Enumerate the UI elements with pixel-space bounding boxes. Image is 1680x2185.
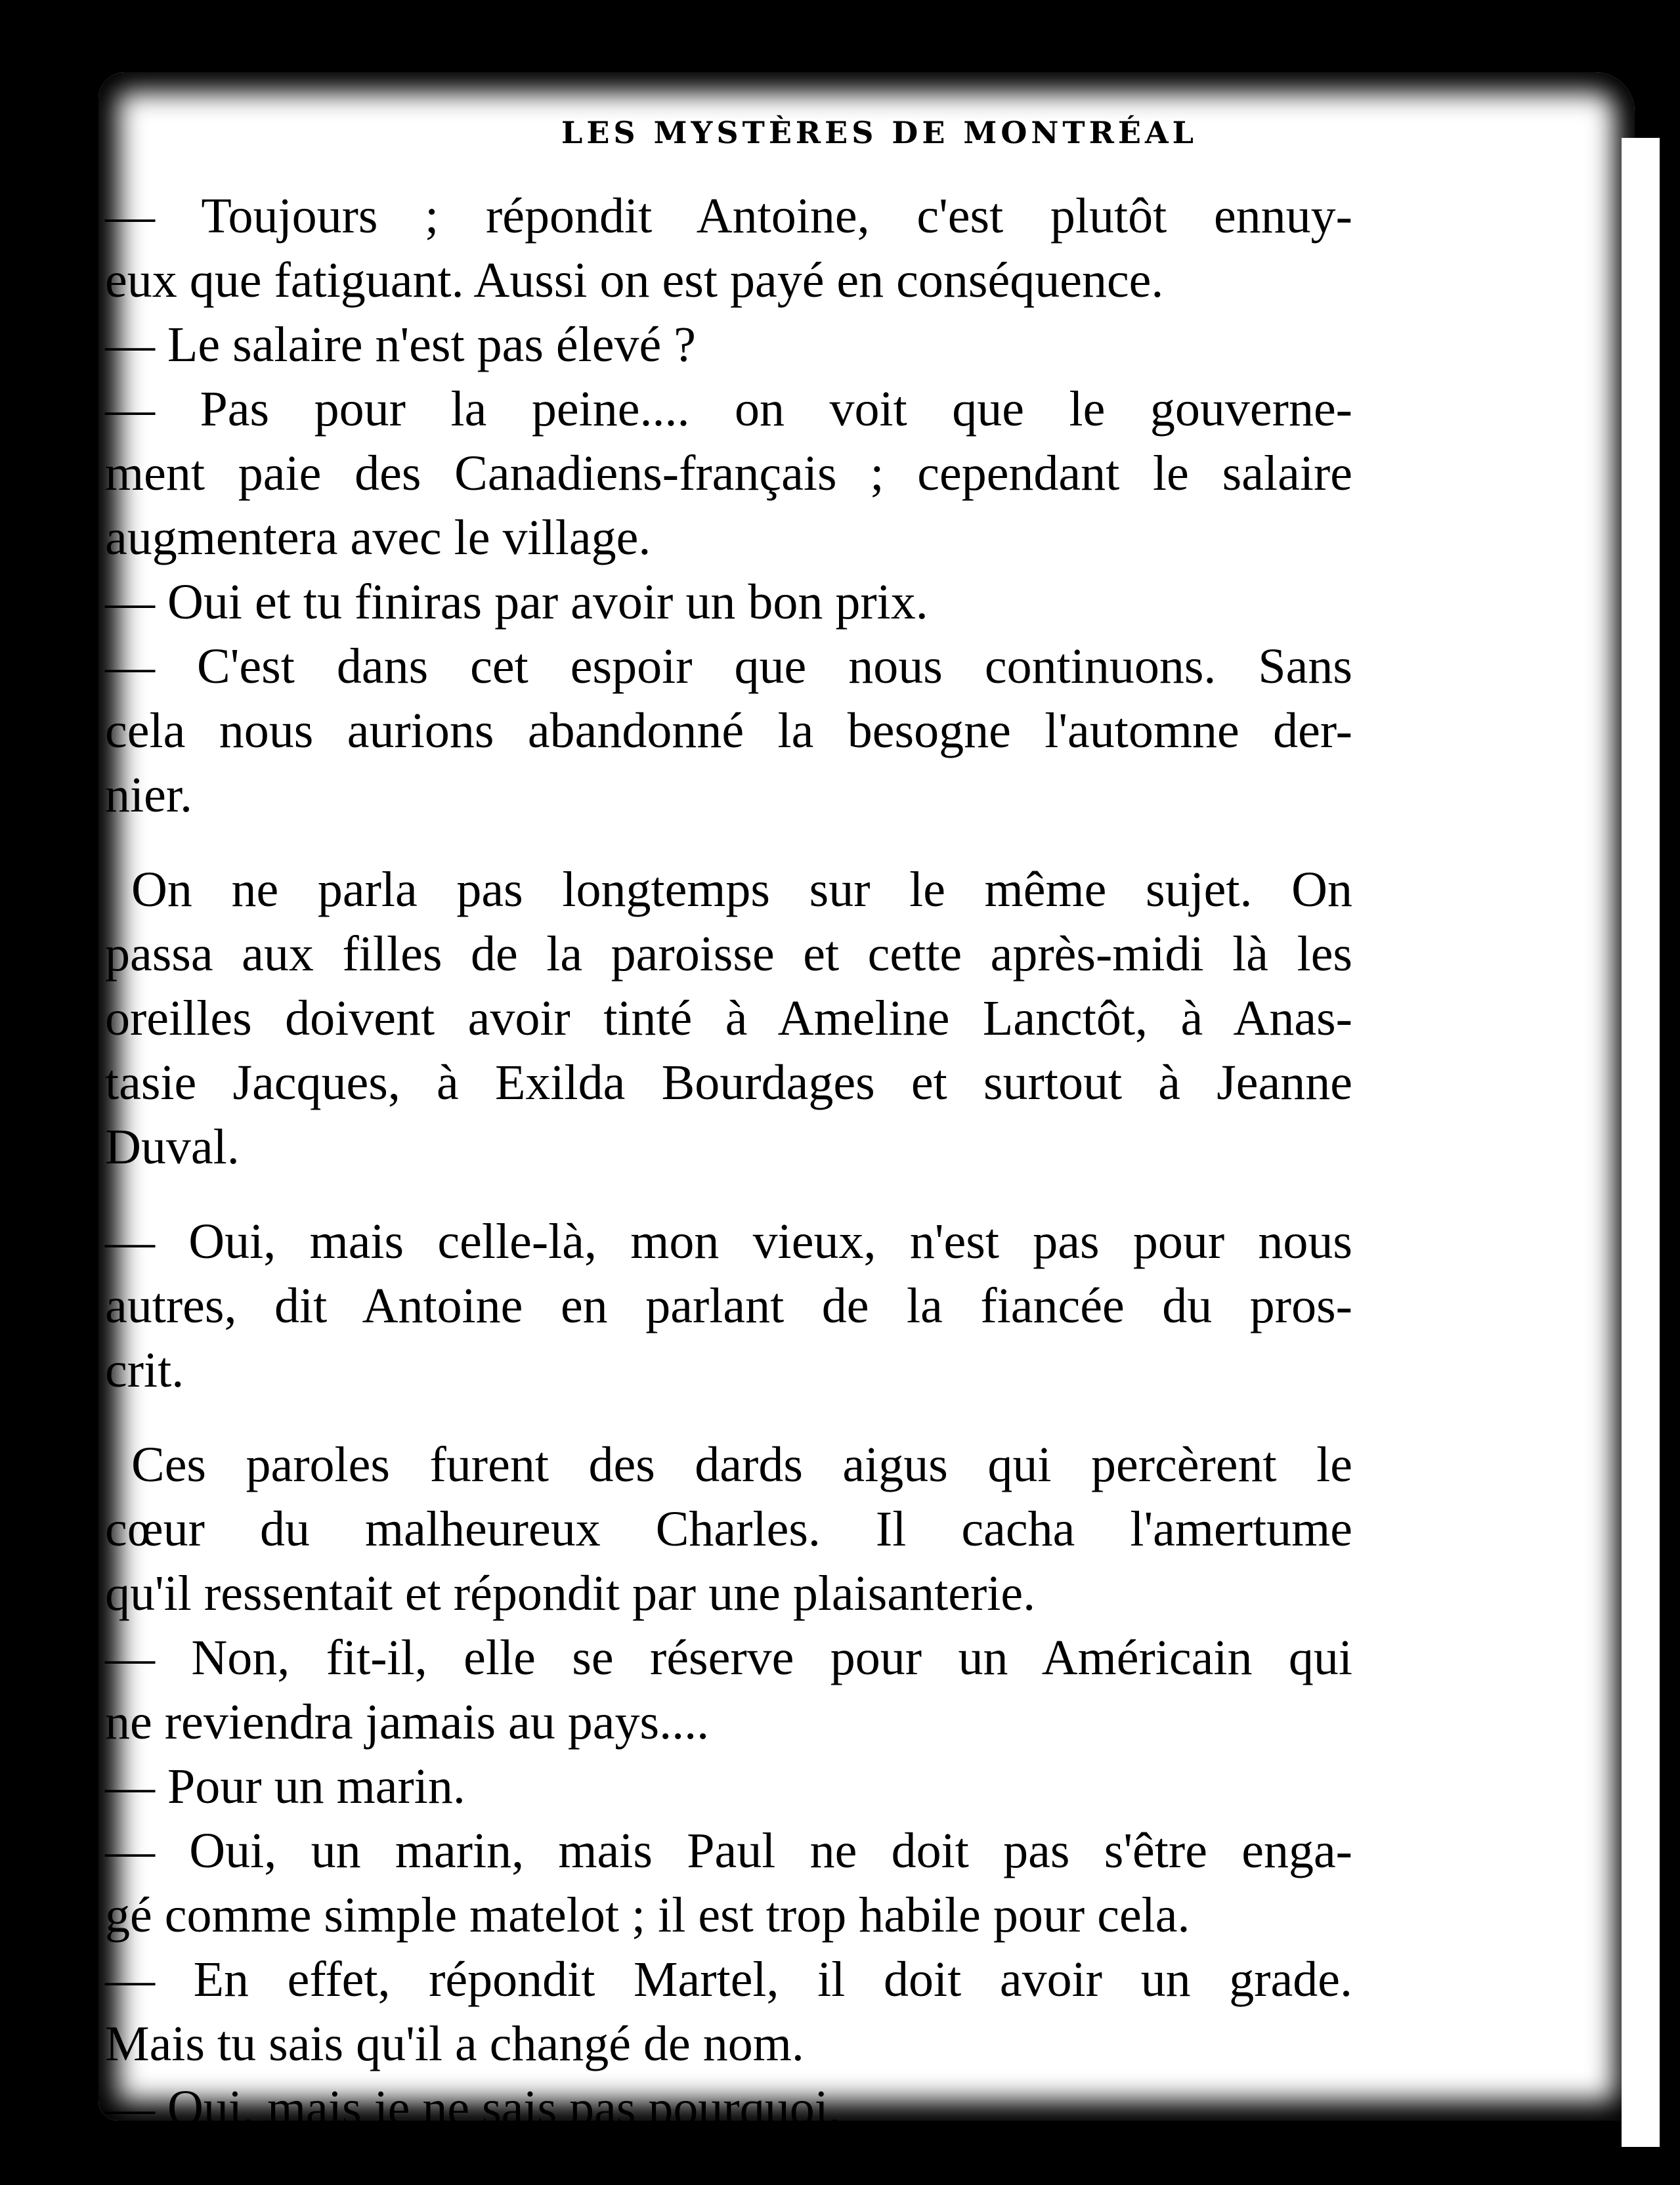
scan-speck <box>173 60 185 72</box>
text-line: gé comme simple matelot ; il est trop habile pour cela. <box>105 1888 1190 1943</box>
scan-speck <box>1142 64 1149 71</box>
text-line: — En effet, répondit Martel, il doit avoir un grade. <box>105 1952 1352 2007</box>
text-line: Ces paroles furent des dards aigus qui percèrent le <box>131 1437 1352 1492</box>
paragraph-gap <box>105 1179 1352 1209</box>
scan-speck <box>594 64 599 70</box>
scan-speck <box>91 1211 97 1217</box>
text-line: cœur du malheureux Charles. Il cacha l'amertume <box>105 1502 1352 1557</box>
text-line: — C'est dans cet espoir que nous continuons. Sans <box>105 639 1352 694</box>
text-line: — Non, fit-il, elle se réserve pour un Américain qui <box>105 1630 1352 1685</box>
paragraph <box>105 184 1352 313</box>
scan-speck <box>426 65 434 73</box>
text-line: Mais tu sais qu'il a changé de nom. <box>105 2016 804 2071</box>
scan-speck <box>378 66 383 72</box>
paragraph <box>105 634 1352 827</box>
scan-speck <box>1547 2126 1558 2136</box>
running-head: LES MYSTÈRES DE MONTRÉAL <box>561 115 1197 150</box>
paragraph <box>105 2076 1352 2140</box>
text-line: — Toujours ; répondit Antoine, c'est plutôt ennuy- <box>105 188 1352 244</box>
paragraph <box>105 313 1352 377</box>
scan-speck <box>89 1731 99 1741</box>
paragraph-gap <box>105 1402 1352 1433</box>
scan-speck <box>89 876 97 884</box>
text-line: — Pour un marin. <box>105 1759 465 1814</box>
scan-speck <box>844 59 857 72</box>
text-line: ment paie des Canadiens-français ; cependant le salaire <box>105 446 1352 501</box>
text-line: — Oui, un marin, mais Paul ne doit pas s'être enga- <box>105 1823 1352 1878</box>
text-line: nier. <box>105 768 192 823</box>
text-line: augmentera avec le village. <box>105 510 651 565</box>
paragraph <box>105 1754 1352 1819</box>
text-line: ne reviendra jamais au pays.... <box>105 1695 710 1750</box>
scan-speck <box>1570 2121 1579 2131</box>
text-line: passa aux filles de la paroisse et cette après-midi là les <box>105 926 1352 982</box>
page-text <box>105 184 1352 2140</box>
paragraph <box>105 1209 1352 1402</box>
text-line: — Oui et tu finiras par avoir un bon prix. <box>105 574 928 630</box>
text-line: eux que fatiguant. Aussi on est payé en conséquence. <box>105 253 1164 308</box>
text-line: autres, dit Antoine en parlant de la fiancée du pros- <box>105 1278 1352 1333</box>
text-line: tasie Jacques, à Exilda Bourdages et surtout à Jeanne <box>105 1055 1352 1110</box>
scan-speck <box>88 1786 97 1795</box>
paragraph <box>105 1433 1352 1626</box>
text-line: On ne parla pas longtemps sur le même sujet. On <box>131 862 1352 917</box>
scan-speck <box>1020 60 1032 73</box>
paragraph <box>105 1819 1352 1947</box>
text-line: — Pas pour la peine.... on voit que le gouverne- <box>105 381 1352 437</box>
text-line: cela nous aurions abandonné la besogne l'automne der- <box>105 703 1352 758</box>
paragraph <box>105 1947 1352 2076</box>
paragraph <box>105 1626 1352 1754</box>
text-line: crit. <box>105 1343 184 1398</box>
text-line: — Oui, mais je ne sais pas pourquoi. <box>105 2081 841 2136</box>
paragraph <box>105 570 1352 634</box>
scan-speck <box>955 62 963 70</box>
scan-speck <box>970 63 976 70</box>
scan-speck <box>1372 2127 1383 2138</box>
text-line: oreilles doivent avoir tinté à Ameline Lanctôt, à Anas- <box>105 991 1352 1046</box>
text-line: — Oui, mais celle-là, mon vieux, n'est pas pour nous <box>105 1214 1352 1269</box>
text-line: Duval. <box>105 1119 240 1175</box>
scan-speck <box>1093 63 1099 69</box>
text-line: qu'il ressentait et répondit par une plaisanterie. <box>105 1566 1036 1621</box>
scan-speck <box>863 60 875 72</box>
adjacent-page-edge <box>1622 138 1660 2147</box>
paragraph <box>105 857 1352 1179</box>
scan-speck <box>247 63 256 72</box>
paragraph-gap <box>105 827 1352 857</box>
paragraph <box>105 377 1352 570</box>
text-line: — Le salaire n'est pas élevé ? <box>105 317 696 372</box>
